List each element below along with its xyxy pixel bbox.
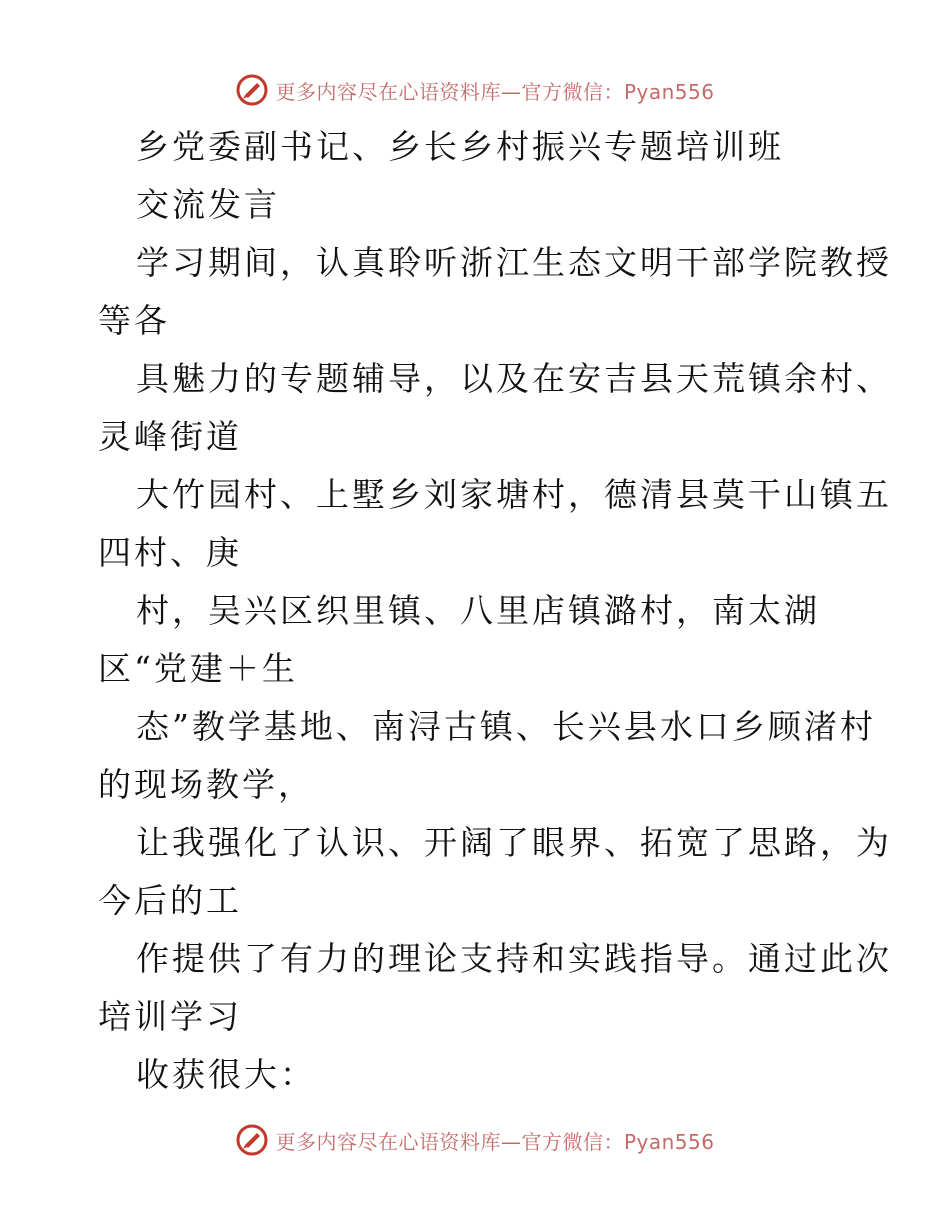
document-line: 收获很大： [136,1055,316,1094]
footer-text: 更多内容尽在心语资料库—官方微信：Pyan556 [275,1129,715,1154]
document-line: 大竹园村、上墅乡刘家塘村，德清县莫干山镇五 [136,475,892,514]
document-body [98,118,892,1104]
footer-banner [0,1120,950,1160]
document-line: 作提供了有力的理论支持和实践指导。通过此次 [136,939,892,978]
document-line: 具魅力的专题辅导，以及在安吉县天荒镇余村、 [136,359,892,398]
document-line: 四村、庚 [98,533,242,572]
banner-text: 更多内容尽在心语资料库—官方微信：Pyan556 [275,79,715,104]
document-line: 区“党建＋生 [98,649,298,688]
document-line: 让我强化了认识、开阔了眼界、拓宽了思路，为 [136,823,892,862]
document-line: 交流发言 [136,185,280,224]
header-banner [0,70,950,110]
document-line: 培训学习 [98,997,242,1036]
document-line: 灵峰街道 [98,417,242,456]
document-line: 村，吴兴区织里镇、八里店镇潞村，南太湖 [136,591,820,630]
document-line: 乡党委副书记、乡长乡村振兴专题培训班 [136,127,784,166]
logo-icon [235,1123,269,1157]
logo-icon [235,73,269,107]
document-line: 今后的工 [98,881,242,920]
document-line: 等各 [98,301,170,340]
document-line: 的现场教学， [98,765,314,804]
document-line: 态”教学基地、南浔古镇、长兴县水口乡顾渚村 [136,707,876,746]
document-line: 学习期间，认真聆听浙江生态文明干部学院教授 [136,243,892,282]
